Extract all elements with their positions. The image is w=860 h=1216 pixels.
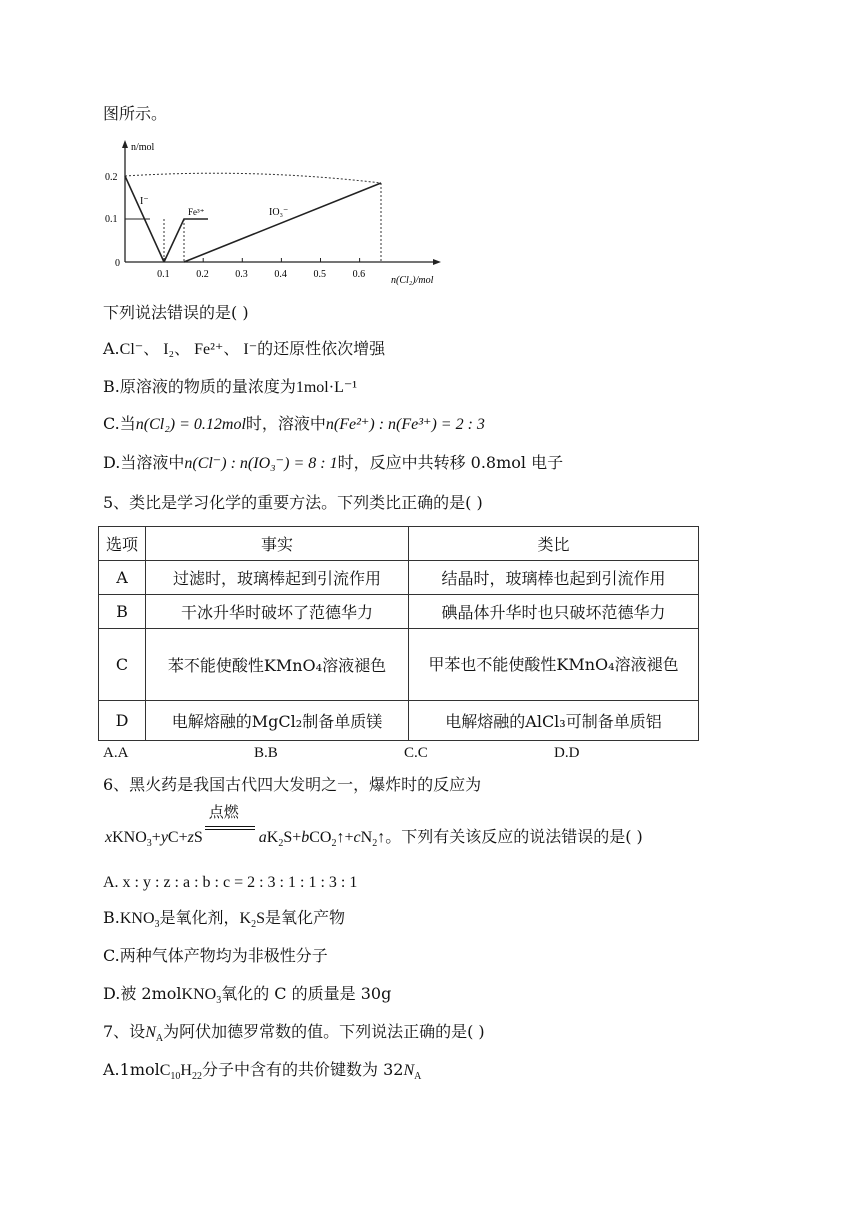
table-cell: 电解熔融的MgCl₂制备单质镁 bbox=[146, 701, 409, 741]
series-label-iodate: IO₃⁻ bbox=[269, 207, 289, 218]
x-tick-label: 0.6 bbox=[352, 269, 366, 280]
y-axis-label: n/mol bbox=[131, 142, 155, 153]
table-row bbox=[99, 595, 699, 629]
x-tick-label: 0.5 bbox=[313, 269, 326, 280]
x-ticks bbox=[157, 258, 365, 280]
table-header-cell: 选项 bbox=[99, 527, 146, 561]
x-tick-label: 0.2 bbox=[196, 269, 209, 280]
x-tick-label: 0.1 bbox=[157, 269, 170, 280]
intro-text: 图所示。 bbox=[103, 104, 168, 123]
ion-list-item: 、 I₂ bbox=[143, 341, 175, 358]
q6-equation: xKNO$_3$+yC+zS 点燃 $aK_2S+bCO_2↑+cN_2↑$。下列有关该反应的说法错误的是( ) bbox=[105, 803, 643, 850]
table-header-cell: 事实 bbox=[146, 527, 409, 561]
x-tick-label: 0.3 bbox=[235, 269, 248, 280]
q5-option: C.C bbox=[404, 745, 428, 761]
table-cell: 过滤时，玻璃棒起到引流作用 bbox=[146, 561, 409, 595]
series-label-fe3: Fe³⁺ bbox=[188, 207, 205, 217]
table-row bbox=[99, 701, 699, 741]
q5-stem: 5、类比是学习化学的重要方法。下列类比正确的是( ) bbox=[103, 493, 483, 512]
total-envelope-dotted bbox=[125, 173, 381, 183]
series-label-iodide: I⁻ bbox=[140, 196, 149, 207]
table-cell: C bbox=[99, 629, 146, 701]
table-cell: B bbox=[99, 595, 146, 629]
q5-option: D.D bbox=[554, 745, 580, 761]
q7-option-a: $A.1molC_{10}H_{22}$分子中含有的共价键数为 $32N_A$ bbox=[103, 1060, 422, 1083]
x-axis-label: n(Cl₂)/mol bbox=[391, 275, 434, 286]
q6-option-c: C.两种气体产物均为非极性分子 bbox=[103, 946, 328, 965]
q4-option-b: B.原溶液的物质的量浓度为1mol·L⁻¹ bbox=[103, 377, 358, 396]
ion-list-item: Cl⁻ bbox=[119, 341, 144, 358]
q7-stem: 7、设$N_A$为阿伏加德罗常数的值。下列说法正确的是( ) bbox=[103, 1022, 485, 1045]
ion-list-item: 、 I⁻ bbox=[223, 341, 258, 358]
series-iodate-line bbox=[184, 183, 381, 262]
q5-table bbox=[98, 526, 699, 741]
table-cell: A bbox=[99, 561, 146, 595]
table-row bbox=[99, 561, 699, 595]
table-cell: 电解熔融的AlCl₃可制备单质铝 bbox=[409, 701, 699, 741]
q6-option-b: $B.KNO_3$是氧化剂，$K_2S$是氧化产物 bbox=[103, 908, 346, 931]
q4-stem: 下列说法错误的是( ) bbox=[103, 303, 249, 322]
table-header-row bbox=[99, 527, 699, 561]
mole-graph bbox=[105, 140, 453, 290]
table-header-cell: 类比 bbox=[409, 527, 699, 561]
table-cell: 苯不能使酸性KMnO₄溶液褪色 bbox=[146, 629, 409, 701]
table-cell: 结晶时，玻璃棒也起到引流作用 bbox=[409, 561, 699, 595]
y-tick-label: 0.1 bbox=[105, 214, 118, 225]
table-cell: 碘晶体升华时也只破坏范德华力 bbox=[409, 595, 699, 629]
q6-stem: 6、黑火药是我国古代四大发明之一，爆炸时的反应为 bbox=[103, 775, 482, 794]
q4-option-a: A.Cl⁻、 I₂、 Fe²⁺、 I⁻的还原性依次增强 bbox=[103, 339, 386, 358]
q4-option-d: D.当溶液中n(Cl⁻) : n(IO₃⁻) = 8 : 1时，反应中共转移 0.8mol 电子 bbox=[103, 453, 564, 472]
ion-list-item: 、 Fe²⁺ bbox=[174, 341, 224, 358]
q4-option-c: C.当n(Cl₂) = 0.12mol时，溶液中n(Fe²⁺) : n(Fe³⁺) = 2 : 3 bbox=[103, 414, 485, 433]
y-tick-label: 0.2 bbox=[105, 172, 118, 183]
q5-option: A.A bbox=[103, 745, 129, 761]
y-axis-arrow bbox=[122, 140, 128, 148]
table-cell: D bbox=[99, 701, 146, 741]
y-tick-label: 0 bbox=[115, 258, 120, 269]
x-tick-label: 0.4 bbox=[274, 269, 287, 280]
q6-option-d: D.被 2molKNO$_3$氧化的 C 的质量是 30g bbox=[103, 984, 392, 1007]
reaction-condition: 点燃 bbox=[208, 803, 239, 821]
q5-option: B.B bbox=[254, 745, 278, 761]
table-row bbox=[99, 629, 699, 701]
q6-option-a: A. x : y : z : a : b : c = 2 : 3 : 1 : 1 : 3 : 1 bbox=[103, 874, 358, 891]
x-axis-arrow bbox=[433, 259, 441, 265]
table-cell: 甲苯也不能使酸性KMnO₄溶液褪色 bbox=[409, 629, 699, 701]
table-cell: 干冰升华时破坏了范德华力 bbox=[146, 595, 409, 629]
